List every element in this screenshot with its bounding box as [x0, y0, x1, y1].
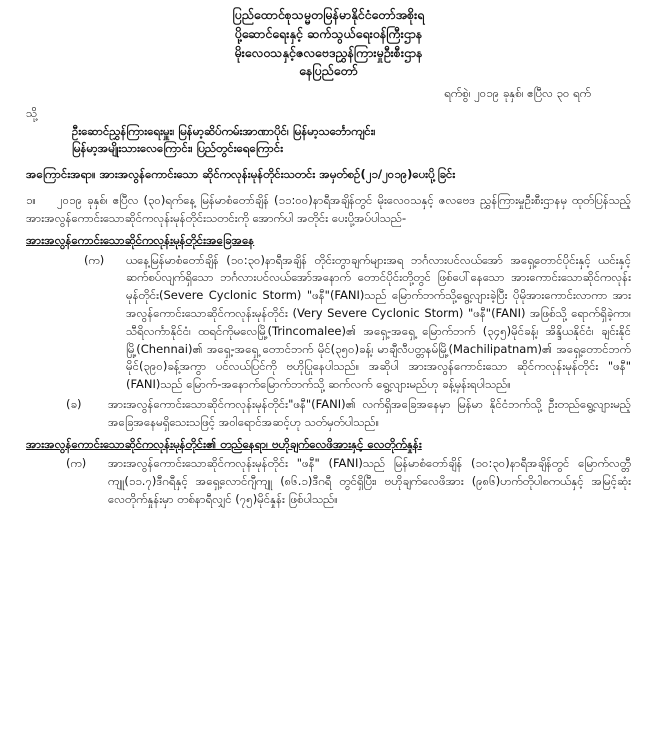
item-marker: (ခ) — [66, 397, 82, 411]
subject-line — [26, 166, 631, 184]
recipients-line-1: ဦးဆောင်ညွှန်ကြားရေးမှူး၊ မြန်မာ့ဆိပ်ကမ်းအာဏာပိုင်၊ မြန်မာ့သင်္ဘောကျင်း၊ — [72, 123, 376, 138]
item-marker: (က) — [84, 252, 105, 267]
recipients-line-2: မြန်မာ့အမျိုးသားလေကြောင်း၊ ပြည်တွင်းရေကြောင်း — [72, 141, 284, 156]
letterhead-department: မိုးလေဝသနှင့်ဇလဗေဒညွှန်ကြားမှုဦးစီးဌာန — [234, 44, 423, 60]
section-2-heading: အားအလွန်ကောင်းသောဆိုင်ကလုန်းမုန်တိုင်း၏ တည်နေရာ၊ ဗဟိုချက်လေဖိအားနှင့် လေတိုက်နှုန်း — [26, 436, 422, 451]
item-text: အားအလွန်ကောင်းသောဆိုင်ကလုန်းမုန်တိုင်း "ဖနီ" (FANI)သည် မြန်မာစံတော်ချိန် (၁၀:၃၀)နာရီအချိန်တွင် မြောက်လတ္တီကျူ(၁၁.၇)ဒီဂရီနှင့် အရှေ့လောင်ဂျီကျူ (၈၆.၁)ဒီဂရီ တွင်ရှိပြီး၊ ဗဟိုချက်လေဖိအား (၉၈၆)ဟက်တိုပါစကယ်နှင့် အမြင့်ဆုံးလေတိုက်နှုန်းမှာ တစ်နာရီလျှင် (၇၅)မိုင်နှုန်း ဖြစ်ပါသည်။ — [108, 456, 631, 507]
subject-text: အားအလွန်ကောင်းသော ဆိုင်ကလုန်းမုန်တိုင်းသတင်း အမှတ်စဉ်(၂၁/၂၀၁၉)ပေးပို့ခြင်း — [99, 167, 456, 182]
section-1-item-a — [26, 252, 631, 395]
intro-number: ၁။ — [26, 193, 36, 208]
letterhead-city: နေပြည်တော် — [299, 63, 358, 79]
intro-text: ၂၀၁၉ ခုနှစ်၊ ဧပြီလ (၃၀)ရက်နေ့ မြန်မာစံတော်ချိန် (၁၁:၀၀)နာရီအချိန်တွင် မိုးလေဝသနှင့် ဇလဗေဒ ညွှန်ကြားမှုဦးစီးဌာနမှ ထုတ်ပြန်သည့် အားအလွန်ကောင်းသောဆိုင်ကလုန်းမုန်တိုင်းသတင်းကို အောက်ပါ အတိုင်း ပေးပို့အပ်ပါသည်- — [26, 193, 631, 225]
letterhead-government: ပြည်ထောင်စုသမ္မတမြန်မာနိုင်ငံတော်အစိုးရ — [232, 7, 425, 22]
letterhead — [26, 6, 631, 81]
section-2-item-a — [26, 455, 631, 508]
item-marker: (က) — [66, 456, 87, 471]
section-1-item-b — [26, 396, 631, 432]
to-label: သို့ — [26, 105, 38, 120]
subject-label: အကြောင်းအရာ။ — [26, 167, 96, 182]
letterhead-ministry: ပို့ဆောင်ရေးနှင့် ဆက်သွယ်ရေးဝန်ကြီးဌာန — [234, 25, 423, 41]
recipients — [26, 123, 631, 159]
item-text: ယနေ့မြန်မာစံတော်ချိန် (၁၀:၃၀)နာရီအချိန် တိုင်းတွာချက်များအရ ဘင်္ဂလားပင်လယ်အော် အရှေ့တောင်ပိုင်းနှင့် ယင်းနှင့်ဆက်စပ်လျက်ရှိသော ဘင်္ဂလားပင်လယ်အော်အနောက် တောင်ပိုင်းတို့တွင် ဖြစ်ပေါ်နေသော အားကောင်းသောဆိုင်ကလုန်းမုန်တိုင်း(Severe Cyclonic Storm) "ဖနီ"(FANI)သည် မြောက်ဘက်သို့ရွေ့လျားခဲ့ပြီး ပိုမိုအားကောင်းလာကာ အား အလွန်ကောင်းသောဆိုင်ကလုန်းမုန်တိုင်း (Very Severe Cyclonic Storm) "ဖနီ"(FANI) အဖြစ်သို့ ရောက်ရှိခဲ့ကာ၊ သီရိလင်္ကာနိုင်ငံ၊ ထရင်ကိုမလေမြို့(Trincomalee)၏ အရှေ့-အရှေ့ မြောက်ဘက် (၃၄၅)မိုင်ခန့်၊ အိန္ဒိယနိုင်ငံ၊ ချင်းနိုင်မြို့(Chennai)၏ အရှေ့-အရှေ့ တောင်ဘက် မိုင်(၃၅၀)ခန့်၊ မာချီလီပတ္တနမ်မြို့(Machilipatnam)၏ အရှေ့တောင်ဘက် မိုင်(၃၉၀)ခန့်အကွာ ပင်လယ်ပြင်ကို ဗဟိုပြုနေပါသည်။ အဆိုပါ အားအလွန်ကောင်းသော ဆိုင်ကလုန်းမုန်တိုင်း "ဖနီ"(FANI)သည် မြောက်-အနောက်မြောက်ဘက်သို့ ဆက်လက် ရွေ့လျားမည်ဟု ခန့်မှန်းရပါသည်။ — [126, 252, 631, 392]
item-text: အားအလွန်ကောင်းသောဆိုင်ကလုန်းမုန်တိုင်း"ဖနီ"(FANI)၏ လက်ရှိအခြေအနေမှာ မြန်မာ နိုင်ငံဘက်သို့ ဦးတည်ရွေ့လျားမည့် အခြေအနေမရှိသေးသဖြင့် အဝါရောင်အဆင့်ဟု သတ်မှတ်ပါသည်။ — [108, 397, 631, 429]
intro-paragraph — [26, 192, 631, 228]
letter-date: ရက်စွဲ၊ ၂၀၁၉ ခုနှစ်၊ ဧပြီလ ၃၀ ရက် — [444, 86, 591, 100]
section-1-heading: အားအလွန်ကောင်းသောဆိုင်ကလုန်းမုန်တိုင်းအခြေအနေ — [26, 232, 255, 247]
